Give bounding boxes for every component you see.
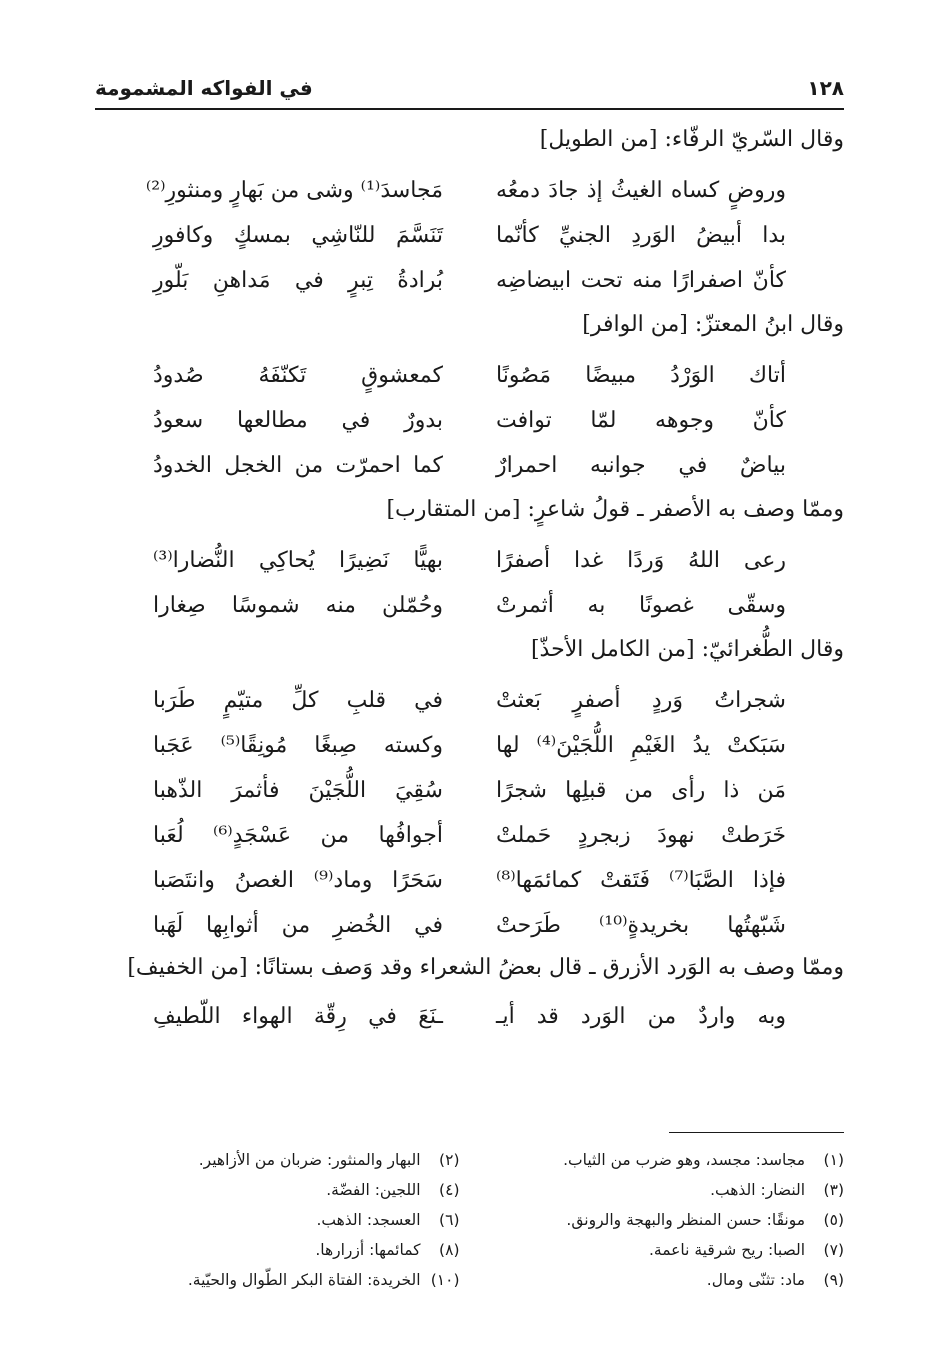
first-hemistich: شجراتُ وَردٍ أصفرٍ بَعثتْ (496, 688, 786, 713)
footnote-text: العسجد: الذهب. (316, 1211, 421, 1229)
footnote-item (480, 1147, 845, 1173)
footnote-item (480, 1237, 845, 1263)
footnote-item (95, 1267, 460, 1293)
verse (95, 168, 844, 213)
footnote-divider (669, 1132, 844, 1133)
footnote-item (95, 1177, 460, 1203)
footnote-text: الخريدة: الفتاة البكر الطّوال والحيّية. (187, 1271, 421, 1289)
page-number: ١٢٨ (807, 76, 844, 100)
poem-yellow-rose (95, 538, 844, 628)
verse (95, 538, 844, 583)
first-hemistich: وسقّى غصونًا به أثمرتْ (496, 593, 786, 618)
first-hemistich: سَبَكتْ يدُ الغَيْمِ اللُّجَيْنَ⁽⁴⁾ لها (496, 733, 786, 758)
second-hemistich: سُقِيَ اللُّجَيْنَ فأثمرَ الذّهبا (153, 778, 443, 803)
first-hemistich: وروضٍ كساه الغيثُ إذ جادَ دمعُه (496, 178, 786, 203)
second-hemistich: سَحَرًا وماد⁽⁹⁾ الغصنُ وانتَصَبا (153, 868, 443, 893)
footnote-number: (٥) (823, 1211, 844, 1229)
poem-blue-rose (95, 994, 844, 1039)
first-hemistich: خَرَطتْ نهودَ زبجردٍ حَملتْ (496, 823, 786, 848)
intro-blue-rose: وممّا وصف به الوَرد الأزرق ـ قال بعضُ الشعراء وقد وَصف بستانًا: [من الخفيف] (127, 955, 844, 980)
poem-sari-raffa (95, 168, 844, 303)
poem-tughrai (95, 678, 844, 948)
footnote-number: (٣) (823, 1181, 844, 1199)
footnote-number: (٦) (439, 1211, 460, 1229)
footnote-number: (٤) (439, 1181, 460, 1199)
second-hemistich: بهيًّا نَضِيرًا يُحاكِي النُّضارا⁽³⁾ (153, 548, 443, 573)
verse (95, 813, 844, 858)
footnote-list (95, 1147, 844, 1293)
second-hemistich: في قلبِ كلِّ متيّمٍ طَرَبا (153, 688, 443, 713)
first-hemistich: بياضٌ في جوانبه احمرارٌ (496, 453, 786, 478)
intro-sari-raffa: وقال السّريّ الرفّاء: [من الطويل] (539, 127, 844, 152)
verse (95, 443, 844, 488)
second-hemistich: وكسته صِبغًا مُونِقًا⁽⁵⁾ عَجَبا (153, 733, 443, 758)
footnote-text: مجاسد: مجسد، وهو ضرب من الثياب. (563, 1151, 806, 1169)
intro-tughrai: وقال الطُّغرائيّ: [من الكامل الأحذّ] (530, 637, 844, 662)
verse (95, 723, 844, 768)
verse (95, 994, 844, 1039)
first-hemistich: كأنّ وجوهه لمّا توافت (496, 408, 786, 433)
footnote-text: مونقًا: حسن المنظر والبهجة والرونق. (566, 1211, 806, 1229)
second-hemistich: في الخُضرِ من أثوابِها لَهَبا (153, 913, 443, 938)
verse (95, 258, 844, 303)
verse (95, 353, 844, 398)
footnote-text: الصبا: ريح شرقية ناعمة. (648, 1241, 806, 1259)
first-hemistich: كأنّ اصفرارًا منه تحت ابيضاضِه (496, 268, 786, 293)
verse (95, 768, 844, 813)
second-hemistich: أجوافُها من عَسْجَدٍ⁽⁶⁾ لُعَبا (153, 823, 443, 848)
footnote-text: النضار: الذهب. (710, 1181, 806, 1199)
first-hemistich: مَن ذا رأى من قبلِها شجرًا (496, 778, 786, 803)
second-hemistich: مَجاسدَ⁽¹⁾ وشى من بَهارٍ ومنثورِ⁽²⁾ (145, 178, 443, 203)
second-hemistich: تَنَسَّمَ للنّاشِي بمسكٍ وكافورِ (153, 223, 443, 248)
footnote-number: (١٠) (430, 1271, 460, 1289)
verse (95, 398, 844, 443)
footnote-text: البهار والمنثور: ضربان من الأزاهير. (198, 1151, 421, 1169)
first-hemistich: فإذا الصَّبَا⁽⁷⁾ فَتَقتْ كمائمَها⁽⁸⁾ (496, 868, 786, 893)
footnote-text: اللجين: الفضّة. (326, 1181, 421, 1199)
footnote-item (95, 1237, 460, 1263)
footnote-item (480, 1267, 845, 1293)
footnote-text: كمائمها: أزرارها. (315, 1241, 421, 1259)
first-hemistich: وبه واردٌ من الوَرد قد أيـ (496, 1004, 786, 1029)
verse (95, 583, 844, 628)
second-hemistich: بُرادةُ تِبرٍ في مَداهنِ بَلّورِ (153, 268, 443, 293)
intro-ibn-mutazz: وقال ابنُ المعتزّ: [من الوافر] (582, 312, 844, 337)
footnote-number: (٩) (823, 1271, 844, 1289)
footnote-number: (١) (823, 1151, 844, 1169)
footnote-number: (٨) (439, 1241, 460, 1259)
footnote-number: (٧) (823, 1241, 844, 1259)
footnote-item (480, 1207, 845, 1233)
first-hemistich: شَبّهتُها بخريدةٍ⁽¹⁰⁾ طَرَحتْ (496, 913, 786, 938)
main-text (95, 118, 844, 1039)
second-hemistich: وحُمّلن منه شموسًا صِغارا (153, 593, 443, 618)
second-hemistich: كمعشوقٍ تَكنّفَهُ صُدودُ (153, 363, 443, 388)
footnote-item (480, 1177, 845, 1203)
intro-yellow-rose: وممّا وصف به الأصفر ـ قولُ شاعرٍ: [من المتقارب] (386, 497, 844, 522)
second-hemistich: بدورٌ في مطالعها سعودُ (153, 408, 443, 433)
footnote-item (95, 1207, 460, 1233)
footnote-text: ماد: تثنّى ومال. (706, 1271, 806, 1289)
first-hemistich: أتاك الوَرْدُ مبيضًا مَصُونًا (496, 363, 786, 388)
running-header (95, 68, 844, 110)
poem-ibn-mutazz (95, 353, 844, 488)
verse (95, 213, 844, 258)
footnotes (95, 1132, 844, 1293)
verse (95, 903, 844, 948)
second-hemistich: كما احمرّت من الخجل الخدودُ (153, 453, 443, 478)
verse (95, 858, 844, 903)
first-hemistich: رعى اللهُ وَردًا غدا أصفرًا (496, 548, 786, 573)
footnote-item (95, 1147, 460, 1173)
first-hemistich: بدا أبيضُ الوَردِ الجنيِّ كأنّما (496, 223, 786, 248)
footnote-number: (٢) (439, 1151, 460, 1169)
running-title: في الفواكه المشمومة (95, 76, 313, 100)
verse (95, 678, 844, 723)
second-hemistich: ـنَعَ في رِقّة الهواء اللّطيفِ (153, 1004, 443, 1029)
